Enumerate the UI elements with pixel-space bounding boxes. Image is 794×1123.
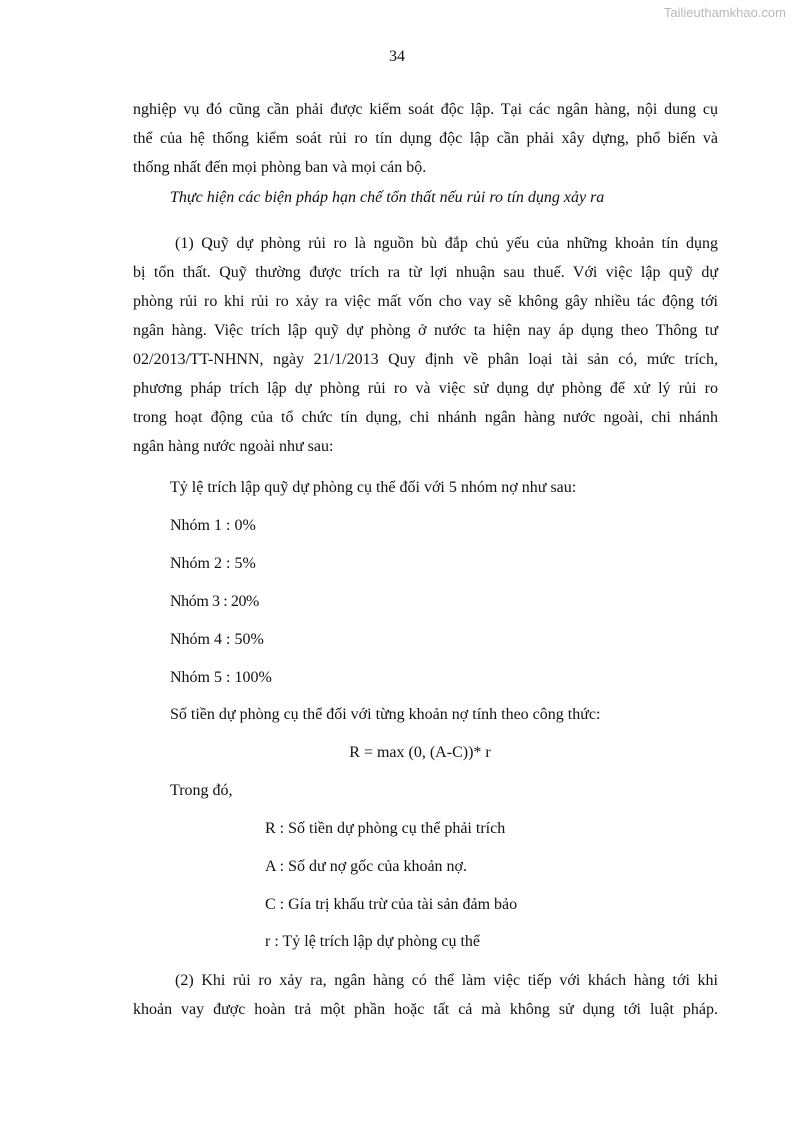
watermark: Tailieuthamkhao.com (663, 5, 786, 20)
where-label: Trong đó, (170, 782, 233, 799)
paragraph-line: khoản vay được hoàn trả một phần hoặc tất cả mà không sử dụng tới luật pháp. (133, 1001, 718, 1018)
definition-item: C : Gía trị khấu trừ của tài sản đảm bảo (265, 896, 518, 913)
paragraph-1 (133, 95, 718, 182)
paragraph-line: (1) Quỹ dự phòng rủi ro là nguồn bù đắp chủ yếu của những khoản tín dụng (175, 235, 718, 252)
page-number: 34 (389, 48, 405, 65)
group-item: Nhóm 2 : 5% (170, 555, 256, 572)
formula: R = max (0, (A-C))* r (349, 744, 491, 761)
paragraph-line: nghiệp vụ đó cũng cần phải được kiểm soát độc lập. Tại các ngân hàng, nội dung cụ (133, 101, 718, 118)
definition-item: r : Tỷ lệ trích lập dự phòng cụ thể (265, 933, 480, 950)
group-item: Nhóm 5 : 100% (170, 669, 272, 686)
paragraph-line: bị tổn thất. Quỹ thường được trích ra từ lợi nhuận sau thuế. Với việc lập quỹ dự (133, 264, 718, 281)
paragraph-line: trong hoạt động của tổ chức tín dụng, chi nhánh ngân hàng nước ngoài, chi nhánh (133, 409, 718, 426)
group-item: Nhóm 3 : 20% (170, 593, 259, 610)
paragraph-2 (133, 229, 718, 461)
paragraph-line: phòng rủi ro khi rủi ro xảy ra việc mất vốn cho vay sẽ không gây nhiều tác động tới (133, 293, 718, 310)
definition-item: R : Số tiền dự phòng cụ thể phải trích (265, 820, 506, 837)
group-item: Nhóm 4 : 50% (170, 631, 264, 648)
paragraph-line: thống nhất đến mọi phòng ban và mọi cán bộ. (133, 159, 427, 176)
group-item: Nhóm 1 : 0% (170, 517, 256, 534)
paragraph-line: phương pháp trích lập dự phòng rủi ro và việc sử dụng dự phòng để xử lý rủi ro (133, 380, 718, 397)
formula-intro: Số tiền dự phòng cụ thể đối với từng khoản nợ tính theo công thức: (170, 706, 601, 723)
section-heading: Thực hiện các biện pháp hạn chế tổn thất nếu rủi ro tín dụng xảy ra (170, 189, 605, 206)
definition-item: A : Số dư nợ gốc của khoản nợ. (265, 858, 468, 875)
paragraph-line: ngân hàng. Việc trích lập quỹ dự phòng ở nước ta hiện nay áp dụng theo Thông tư (133, 322, 718, 339)
paragraph-line: thể của hệ thống kiểm soát rủi ro tín dụng độc lập cần phải xây dựng, phổ biến và (133, 130, 718, 147)
paragraph-line: (2) Khi rủi ro xảy ra, ngân hàng có thể làm việc tiếp với khách hàng tới khi (175, 972, 718, 989)
rate-intro: Tỷ lệ trích lập quỹ dự phòng cụ thể đối với 5 nhóm nợ như sau: (170, 479, 577, 496)
paragraph-line: ngân hàng nước ngoài như sau: (133, 438, 334, 455)
paragraph-line: 02/2013/TT-NHNN, ngày 21/1/2013 Quy định về phân loại tài sản có, mức trích, (133, 351, 718, 368)
paragraph-3 (133, 966, 718, 1024)
